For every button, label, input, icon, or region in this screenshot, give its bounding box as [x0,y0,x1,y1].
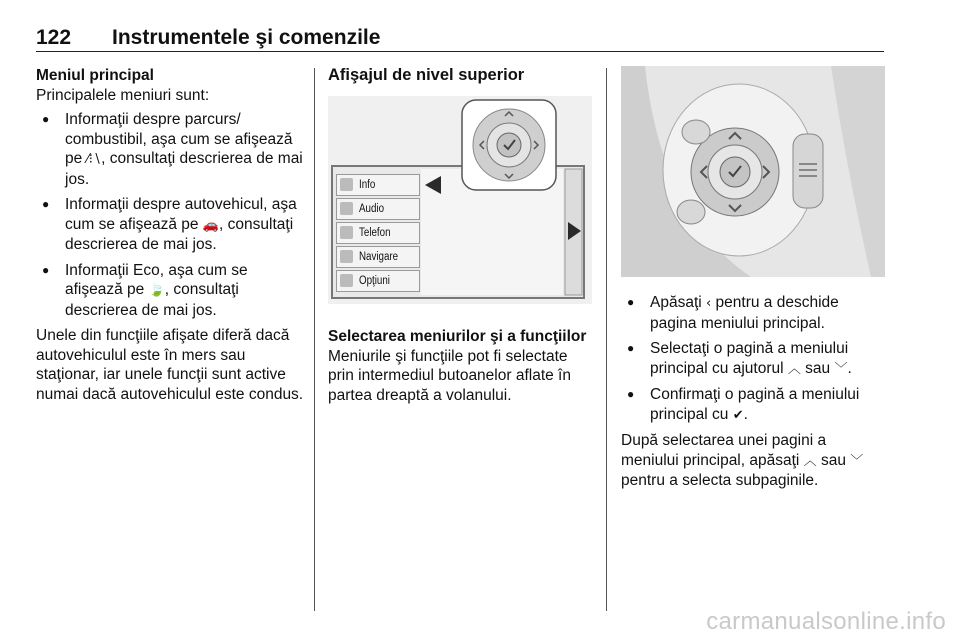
list-item: ● Informaţii despre autovehicul, aşa cum se afişează pe 🚗, consultaţi descrierea de mai jos. [36,195,304,255]
column-1 [36,66,304,404]
menu-item-audio: Audio [336,198,420,220]
column-2 [328,66,594,86]
watermark: carmanualsonline.info [706,608,946,635]
intro-text: Principalele meniuri sunt: [36,86,210,104]
column-divider-1 [314,68,315,611]
menu-item-info: Info [336,174,420,196]
list-item: ● Confirmaţi o pagină a meniului principal cu ✔. [621,385,885,425]
chevron-up-icon: ︿ [803,453,817,469]
list-item: ● Informaţii Eco, aşa cum se afişează pe 🍃, consultaţi descrierea de mai jos. [36,261,304,321]
section-heading: Afişajul de nivel superior [328,66,525,84]
column-3 [621,293,885,491]
instruction-list [621,293,885,425]
vehicle-icon: 🚗 [202,217,220,233]
column-divider-2 [606,68,607,611]
section-heading: Meniul principal [36,67,154,84]
header-rule [36,51,884,52]
steering-controls-drawing [621,66,885,277]
steering-wheel-illustration [621,66,885,277]
menu-item-telefon: Telefon [336,222,420,244]
page-header [36,26,380,50]
list-item: ● Selectaţi o pagină a meniului principal cu ajutorul ︿ sau ﹀. [621,339,885,379]
selection-section [328,327,594,405]
chevron-up-icon: ︿ [787,361,801,377]
display-illustration [328,96,592,304]
sub-text: Meniurile şi funcţiile pot fi selectate prin intermediul butoanelor aflate în partea dreaptă a volanului. [328,347,571,404]
chevron-down-icon: ﹀ [834,361,848,377]
subpage-text: După selectarea unei pagini a meniului principal, apăsaţi ︿ sau ﹀ pentru a selecta subpaginile. [621,432,864,489]
eco-leaf-icon: 🍃 [148,283,165,298]
list-item: ● Apăsaţi ‹ pentru a deschide pagina meniului principal. [621,293,885,333]
menu-item-navigare: Navigare [336,246,420,268]
note-text: Unele din funcţiile afişate diferă dacă autovehiculul este în mers sau staţionar, iar unele funcţii sunt active numai dacă autovehiculul este condus. [36,327,304,403]
trip-fuel-icon: ⁄⁝∖ [86,152,102,167]
sub-heading: Selectarea meniurilor şi a funcţiilor [328,328,587,345]
chevron-left-icon: ‹ [706,296,712,311]
chevron-down-icon: ﹀ [850,453,864,469]
list-item: ● Informaţii despre parcurs/ combustibil, aşa cum se afişează pe ⁄⁝∖, consultaţi descrierea de mai jos. [36,110,304,189]
page-number: 122 [36,26,72,49]
menu-item-optiuni: Opţiuni [336,270,420,292]
checkmark-icon: ✔ [732,407,744,423]
page-title: Instrumentele şi comenzile [112,26,381,49]
menu-list [36,110,304,320]
